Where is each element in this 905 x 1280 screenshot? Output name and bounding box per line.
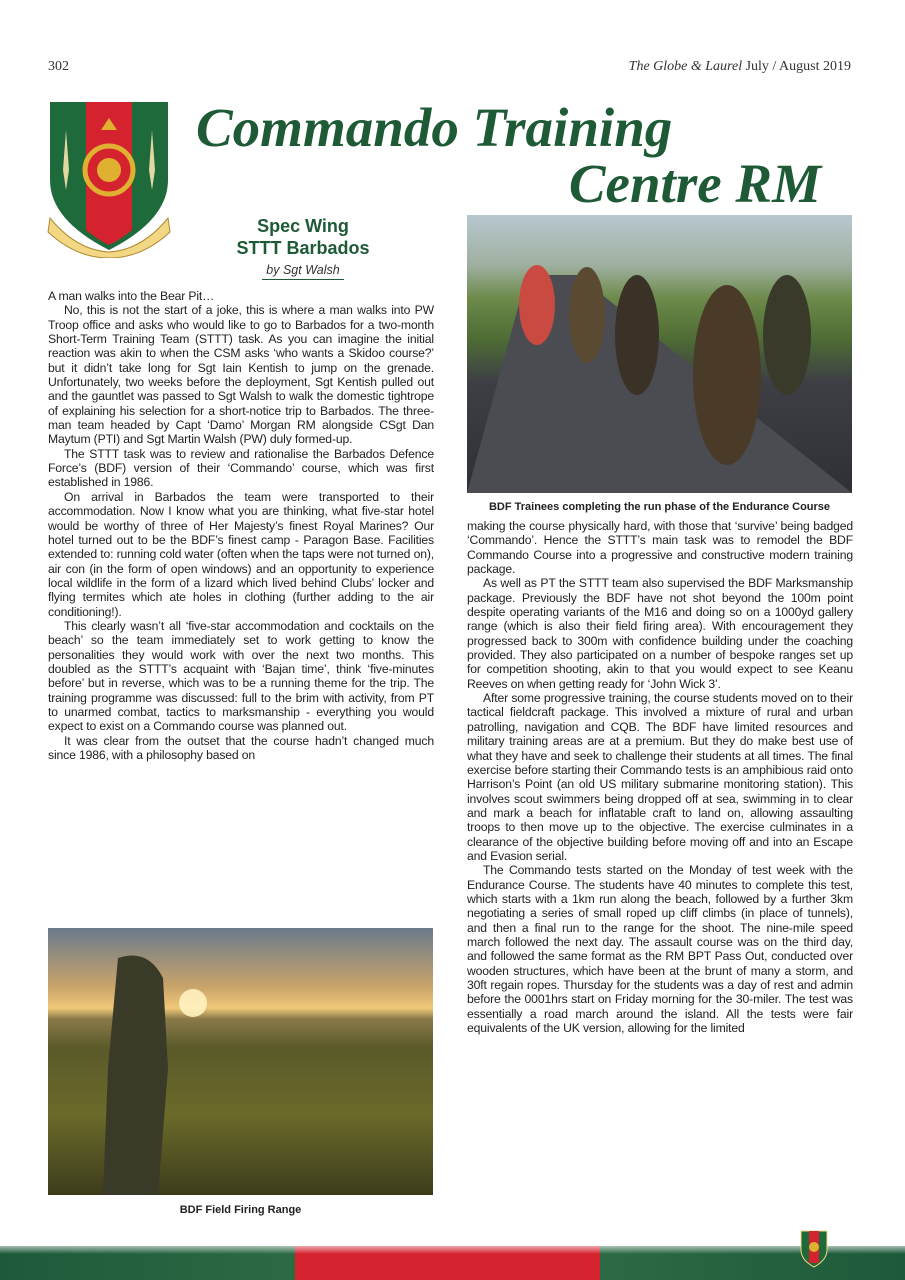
issue-date: July / August 2019 — [745, 59, 851, 74]
title-line-2: Centre RM — [568, 153, 821, 214]
footer-crest-icon — [800, 1230, 828, 1270]
paragraph: As well as PT the STTT team also supervised the BDF Marksmanship package. Previously the BDF have not shot beyond the 100m point despite operating variants of the M16 and doing so on a 1000yd gallery range (which is also their field firing area). With encouragement they progressed back to 300m with confidence building under the coaching provided. They also participated on a number of bespoke ranges set up for competition shooting, akin to that you would expect to see Keanu Reeves on when getting ready for ‘John Wick 3’. — [467, 576, 853, 691]
paragraph: making the course physically hard, with those that ‘survive’ being badged ‘Commando’. Hence the STTT’s main task was to remodel the BDF Commando Course into a progressive and constructive modern training package. — [467, 519, 853, 577]
article-column-left — [48, 289, 434, 762]
paragraph: The STTT task was to review and rationalise the Barbados Defence Force’s (BDF) version of their ‘Commando’ course, which was first established in 1986. — [48, 446, 434, 490]
photo-caption: BDF Field Firing Range — [179, 1204, 302, 1216]
photo-illustration — [467, 215, 852, 493]
photo-illustration — [48, 928, 433, 1195]
publication-name: The Globe & Laurel — [628, 59, 743, 74]
byline-text: by Sgt Walsh — [262, 263, 343, 280]
photo-caption: BDF Trainees completing the run phase of the Endurance Course — [488, 501, 831, 513]
running-header — [629, 59, 851, 75]
page-number: 302 — [48, 59, 69, 74]
paragraph: It was clear from the outset that the course hadn’t changed much since 1986, with a philosophy based on — [48, 733, 434, 762]
title-line-1: Commando Training — [196, 97, 673, 158]
paragraph: A man walks into the Bear Pit… — [48, 289, 215, 303]
section-subheading: STTT Barbados — [236, 238, 370, 258]
paragraph: The Commando tests started on the Monday of test week with the Endurance Course. The students have 40 minutes to complete this test, which starts with a 1km run along the beach, followed by a further 3km negotiating a series of small roped up cliff climbs (in place of tunnels), and then a final run to the range for the shoot. The nine-mile speed march followed the next day. The assault course was on the third day, and followed the same format as the RM BPT Pass Out, conducted over wooden structures, which have been at the brunt of many a storm, and 30ft regain ropes. Thursday for the students was a day of rest and admin before the 0001hrs start on Friday morning for the 30-miler. The test was essentially a road march around the island. All the tests were fair equivalents of the UK version, allowing for the limited — [467, 863, 853, 1036]
paragraph: After some progressive training, the course students moved on to their tactical fieldcraft package. This involved a mixture of rural and urban patrolling, navigation and CQB. The BDF have limited resources and military training areas are at a premium. But they do make best use of what they have and seek to challenge their students at all times. The final exercise before starting their Commando tests is an amphibious raid onto Harrison’s Point (an old US military submarine monitoring station). This involves scout swimmers being dropped off at sea, swimming in to clear and mark a beach for inflatable craft to land on, allowing assaulting troops to then move up to the objective. The exercise culminates in a clearance of the objective building before moving off and into an Escape and Evasion serial. — [467, 691, 853, 863]
photo-field-firing-range — [48, 928, 433, 1195]
paragraph: On arrival in Barbados the team were transported to their accommodation. Now I know what you are thinking, what five-star hotel would be worthy of three of Her Majesty’s finest Royal Marines? Our hotel turned out to be the BDF’s finest camp - Paragon Base. Facilities extended to: running cold water (often when the taps were not turned on), air con (in the form of open windows) and an opportunity to experience local wildlife in the form of a lizard which lived behind Clubs’ locker and flying termites which ate holes in clothing (further adding to the air conditioning!). — [48, 489, 434, 619]
ctcrm-crest-logo — [46, 100, 172, 258]
paragraph: No, this is not the start of a joke, this is where a man walks into PW Troop office and asks who would like to go to Barbados for a two-month Short-Term Training Team (STTT) task. As you can imagine the initial reaction was akin to when the CSM asks ‘who wants a Skidoo course?’ but it didn’t take long for Sgt Iain Kentish to jump on the grenade. Unfortunately, two weeks before the deployment, Sgt Kentish pulled out and the gauntlet was passed to Sgt Walsh to walk the domestic tightrope of explaining his selection for a short-notice trip to Barbados. The three-man team headed by Capt ‘Damo’ Morgan RM alongside CSgt Dan Maytum (PTI) and Sgt Martin Walsh (PW) duly formed-up. — [48, 303, 434, 447]
footer-stripe — [0, 1246, 905, 1280]
paragraph: This clearly wasn’t all ‘five-star accommodation and cocktails on the beach’ so the team immediately set to work getting to know the personalities they would work with over the next two months. This doubled as the STTT’s acquaint with ‘Bajan time’, think ‘five-minutes before’ but in reverse, which was to be a running theme for the trip. The training programme was discussed: full to the brim with activity, from PT to unarmed combat, tactics to marksmanship - everything you would expect to exist on a Commando course was planned out. — [48, 618, 434, 734]
photo-trainees-running — [467, 215, 852, 493]
section-heading: Spec Wing — [257, 216, 349, 236]
article-column-right — [467, 519, 853, 1035]
byline — [210, 263, 396, 277]
